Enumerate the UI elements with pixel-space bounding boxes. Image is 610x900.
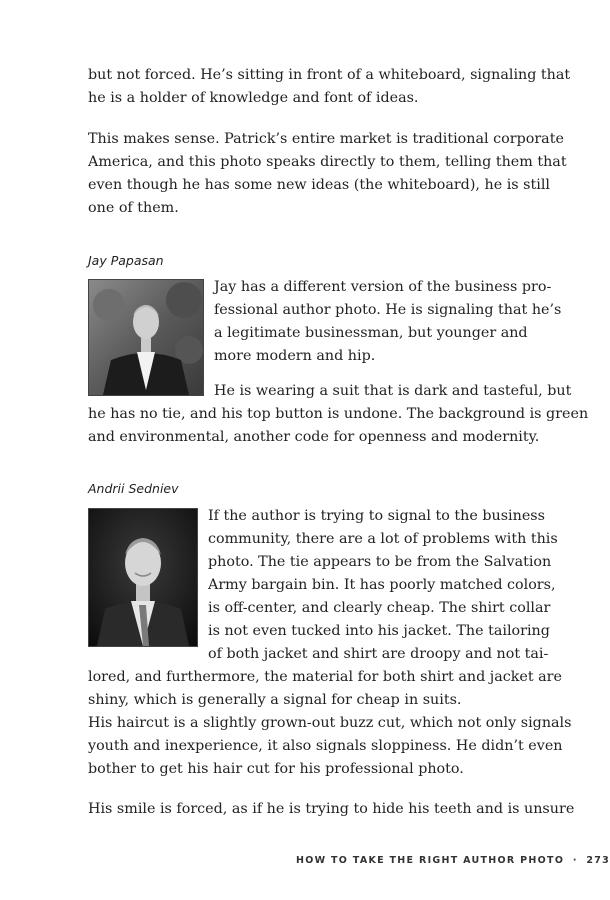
text-line: a legitimate businessman, but younger and [214,325,528,341]
paragraph-1 [88,64,571,110]
text-line: His haircut is a slightly grown-out buzz cut, which not only signals [88,715,572,731]
text-line: If the author is trying to signal to the business [208,508,545,524]
text-line: bother to get his hair cut for his professional photo. [88,761,464,777]
andrii-paragraph-3 [88,798,575,821]
text-line: he has no tie, and his top button is undone. The background is green [88,406,589,422]
text-line: more modern and hip. [214,348,376,364]
text-line: but not forced. He’s sitting in front of a whiteboard, signaling that [88,67,571,83]
text-line: youth and inexperience, it also signals sloppiness. He didn’t even [88,738,563,754]
text-line: He is wearing a suit that is dark and tasteful, but [214,383,572,399]
running-head: HOW TO TAKE THE RIGHT AUTHOR PHOTO [296,855,565,866]
photo-caption-andrii: Andrii Sedniev [88,481,179,496]
text-line: of both jacket and shirt are droopy and not tai- [208,646,549,662]
text-line: His smile is forced, as if he is trying to hide his teeth and is unsure [88,801,575,817]
text-line: Army bargain bin. It has poorly matched colors, [208,577,556,593]
text-line: and environmental, another code for openness and modernity. [88,429,540,445]
running-footer [296,855,610,866]
text-line: even though he has some new ideas (the whiteboard), he is still [88,177,550,193]
text-line: is off-center, and clearly cheap. The shirt collar [208,600,551,616]
text-line: community, there are a lot of problems with this [208,531,558,547]
author-photo-jay-image [89,280,203,395]
text-line: lored, and furthermore, the material for both shirt and jacket are [88,669,562,685]
text-line: This makes sense. Patrick’s entire market is traditional corporate [88,131,564,147]
text-line: one of them. [88,200,179,216]
andrii-paragraph-1 [88,505,562,712]
text-line: America, and this photo speaks directly to them, telling them that [88,154,567,170]
andrii-paragraph-2 [88,712,572,781]
photo-caption-jay: Jay Papasan [88,253,164,268]
page-number: 273 [586,855,610,866]
footer-separator: · [572,855,578,866]
text-line: is not even tucked into his jacket. The tailoring [208,623,550,639]
text-line: photo. The tie appears to be from the Salvation [208,554,552,570]
text-line: fessional author photo. He is signaling that he’s [214,302,562,318]
paragraph-2 [88,128,567,220]
jay-paragraph-2 [88,380,589,449]
text-line: Jay has a different version of the business pro- [214,279,552,295]
text-line: he is a holder of knowledge and font of ideas. [88,90,419,106]
text-line: shiny, which is generally a signal for cheap in suits. [88,692,462,708]
jay-paragraph-1 [214,276,562,368]
author-photo-jay [88,279,204,396]
